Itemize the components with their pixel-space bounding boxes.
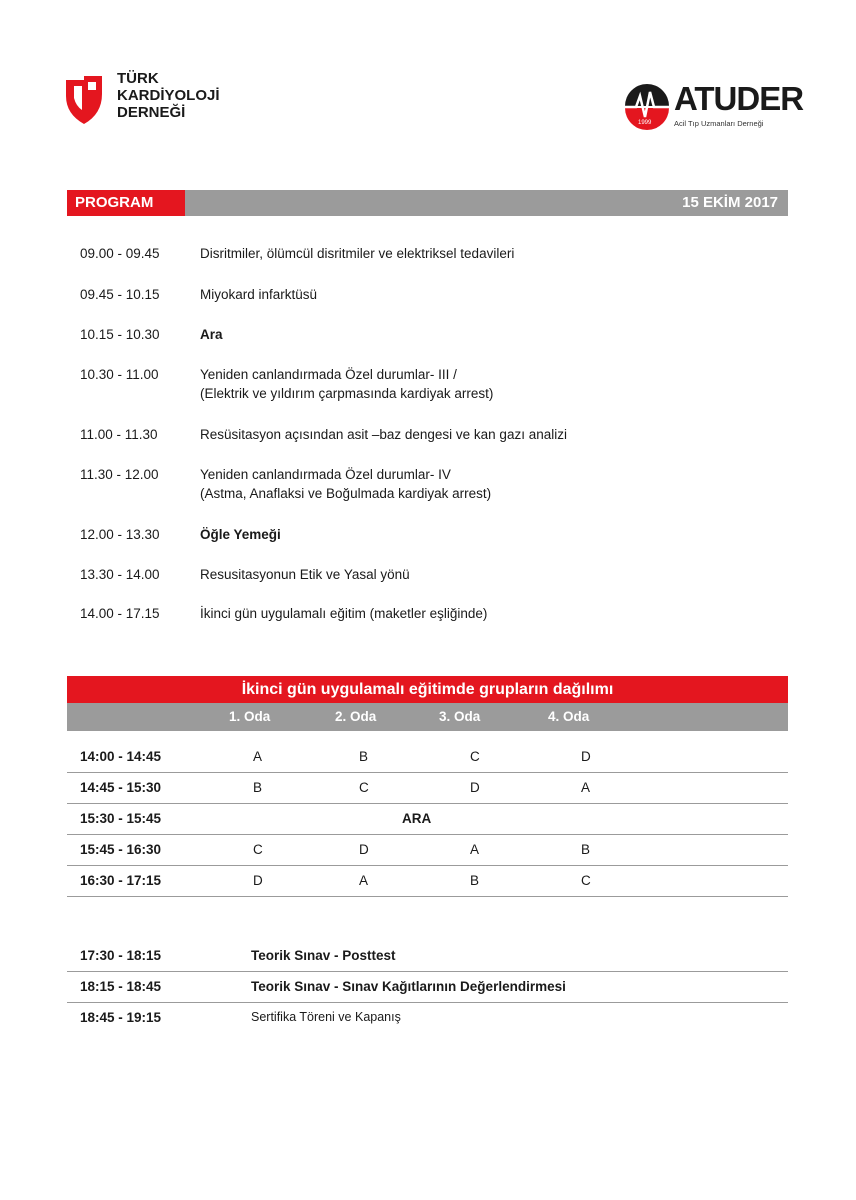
final-desc: Sertifika Töreni ve Kapanış [251,1010,401,1024]
schedule-time: 13.30 - 14.00 [80,567,160,582]
groups-time: 15:30 - 15:45 [80,811,162,826]
group-cell: D [253,873,263,888]
atuder-subtitle: Acil Tıp Uzmanları Derneği [674,119,764,128]
schedule-time: 14.00 - 17.15 [80,606,160,621]
group-cell: D [470,780,480,795]
program-bar [67,190,788,216]
group-cell: B [581,842,591,857]
group-cell: A [359,873,369,888]
final-row [67,972,788,1003]
group-cell: A [253,749,263,764]
tkd-line1: TÜRK [117,70,159,87]
groups-row [67,773,788,804]
final-time: 18:45 - 19:15 [80,1010,162,1025]
final-row [67,941,788,972]
schedule-desc [200,365,760,403]
tkd-logo [62,70,262,130]
schedule-desc: Disritmiler, ölümcül disritmiler ve elektriksel tedavileri [200,246,515,261]
group-cell: A [470,842,480,857]
group-cell: C [470,749,480,764]
schedule-time: 10.15 - 10.30 [80,327,160,342]
group-cell: C [359,780,369,795]
schedule-time: 09.00 - 09.45 [80,246,160,261]
group-cell: B [359,749,369,764]
groups-room-header [67,703,788,731]
group-cell: B [253,780,263,795]
schedule-desc-line2: (Elektrik ve yıldırım çarpmasında kardiyak arrest) [200,386,494,401]
schedule-desc: Öğle Yemeği [200,527,281,542]
room-header: 3. Oda [439,709,481,724]
final-desc: Teorik Sınav - Posttest [251,948,396,963]
atuder-name: ATUDER [674,80,804,117]
break-label: ARA [402,811,432,826]
schedule-time: 10.30 - 11.00 [80,367,159,382]
schedule-desc: Resusitasyonun Etik ve Yasal yönü [200,567,410,582]
schedule-desc: İkinci gün uygulamalı eğitim (maketler eşliğinde) [200,606,488,621]
schedule-desc-line1: Yeniden canlandırmada Özel durumlar- IV [200,467,451,482]
schedule-desc: Ara [200,327,223,342]
program-date: 15 EKİM 2017 [682,194,778,211]
final-time: 18:15 - 18:45 [80,979,162,994]
atuder-logo [622,80,804,134]
room-header: 1. Oda [229,709,271,724]
groups-time: 14:45 - 15:30 [80,780,162,795]
group-cell: B [470,873,480,888]
groups-row [67,742,788,773]
schedule-desc-line2: (Astma, Anaflaksi ve Boğulmada kardiyak arrest) [200,486,492,501]
final-desc: Teorik Sınav - Sınav Kağıtlarının Değerlendirmesi [251,979,566,994]
tkd-line2: KARDİYOLOJİ [117,87,220,104]
schedule-desc: Miyokard infarktüsü [200,287,318,302]
schedule-time: 09.45 - 10.15 [80,287,160,302]
heartbeat-logo-icon [622,84,672,130]
atuder-year: 1999 [638,120,652,126]
schedule-desc [200,465,760,503]
program-label: PROGRAM [67,190,185,216]
schedule-desc: Resüsitasyon açısından asit –baz dengesi ve kan gazı analizi [200,427,567,442]
groups-title: İkinci gün uygulamalı eğitimde grupların dağılımı [67,676,788,703]
group-cell: D [359,842,369,857]
room-header: 4. Oda [548,709,590,724]
groups-row [67,866,788,897]
group-cell: D [581,749,591,764]
schedule-desc-line1: Yeniden canlandırmada Özel durumlar- III / [200,367,457,382]
groups-row [67,835,788,866]
schedule-time: 11.30 - 12.00 [80,467,159,482]
groups-time: 15:45 - 16:30 [80,842,162,857]
final-row [67,1003,788,1033]
tkd-line3: DERNEĞİ [117,104,186,121]
group-cell: A [581,780,591,795]
group-cell: C [581,873,591,888]
schedule-time: 12.00 - 13.30 [80,527,160,542]
room-header: 2. Oda [335,709,377,724]
schedule-time: 11.00 - 11.30 [80,427,158,442]
group-cell: C [253,842,263,857]
final-time: 17:30 - 18:15 [80,948,162,963]
groups-row-break [67,804,788,835]
groups-time: 16:30 - 17:15 [80,873,162,888]
heart-logo-icon [62,74,108,126]
tkd-name [117,70,220,121]
groups-time: 14:00 - 14:45 [80,749,162,764]
